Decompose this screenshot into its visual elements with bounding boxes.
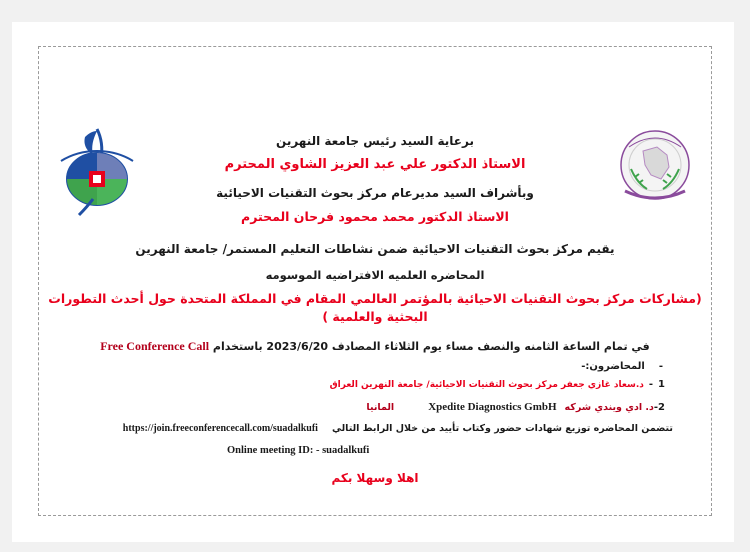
certificates-line: تتضمن المحاضره توزيع شهادات حضور وكتاب تأييد من خلال الرابط التاليhttps://join.freeconferencecall.com/suadalkufi <box>122 423 673 434</box>
time-line <box>39 339 711 354</box>
patronage-line: برعاية السيد رئيس جامعة النهرين <box>276 134 474 148</box>
intro-line: يقيم مركز بحوث التقنيات الاحيائية ضمن نشاطات التعليم المستمر/ جامعة النهرين <box>135 242 615 256</box>
lecturer-2: 2-د. ادي ويندي شركهXpedite Diagnostics GmbHالمانيا <box>366 401 665 413</box>
welcome-line: اهلا وسهلا بكم <box>331 471 419 485</box>
director-name: الاستاذ الدكتور محمد محمود فرحان المحترم <box>241 209 509 224</box>
document-sheet <box>12 22 734 542</box>
supervision-line: وبأشراف السيد مديرعام مركز بحوث التقنيات الاحيائية <box>216 186 534 200</box>
time-text: في تمام الساعة الثامنه والنصف مساء يوم الثلاثاء المصادف 2023/6/20 باستخدام <box>209 340 650 353</box>
lecture-title-line-1: (مشاركات مركز بحوث التقنيات الاحيائية بالمؤتمر العالمي المقام في المملكة المتحدة حول أحدث التطورات <box>48 291 702 306</box>
dashed-border-frame <box>38 46 712 516</box>
president-name: الاستاذ الدكتور علي عبد العزيز الشاوي المحترم <box>224 157 526 172</box>
lecturers-heading: -المحاضرون:- <box>581 361 663 372</box>
lecturer-1: 1-د.سعاد غازي جعفر مركز بحوث التقنيات الاحيائية/ جامعة النهرين العراق <box>329 379 665 390</box>
platform-name: Free Conference Call <box>100 339 210 353</box>
meeting-id: Online meeting ID: - suadalkufi <box>227 445 370 456</box>
conference-link[interactable]: https://join.freeconferencecall.com/suadalkufi <box>122 423 318 434</box>
lecture-title-line-2: البحثية والعلمية ) <box>322 309 428 324</box>
lecture-type-line: المحاضره العلميه الافتراضيه الموسومه <box>265 268 485 282</box>
